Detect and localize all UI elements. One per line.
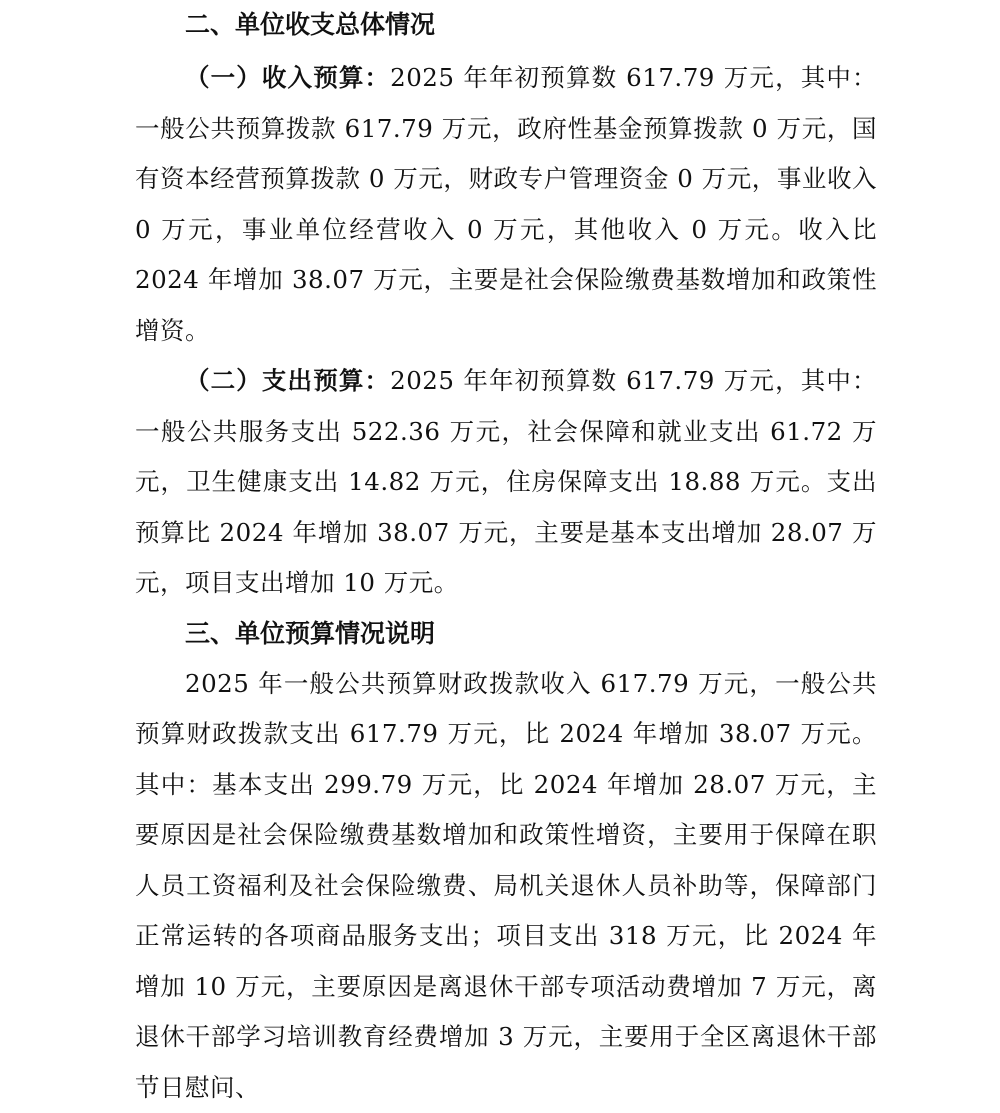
- section-heading-overall: 二、单位收支总体情况: [135, 0, 877, 50]
- expenditure-budget-paragraph: [135, 356, 877, 609]
- income-budget-text: 2025 年年初预算数 617.79 万元，其中：一般公共预算拨款 617.79 万元，政府性基金预算拨款 0 万元，国有资本经营预算拨款 0 万元，财政专户管理资金 0 万元，事业收入 0 万元，事业单位经营收入 0 万元，其他收入 0 万元。收入比 2024 年增加 38.07 万元，主要是社会保险缴费基数增加和政策性增资。: [135, 63, 877, 345]
- income-budget-label: （一）收入预算：: [185, 63, 390, 92]
- budget-explanation-paragraph: 2025 年一般公共预算财政拨款收入 617.79 万元，一般公共预算财政拨款支出 617.79 万元，比 2024 年增加 38.07 万元。其中：基本支出 299.79 万元，比 2024 年增加 28.07 万元，主要原因是社会保险缴费基数增加和政策性增资，主要用于保障在职人员工资福利及社会保险缴费、局机关退休人员补助等，保障部门正常运转的各项商品服务支出；项目支出 318 万元，比 2024 年增加 10 万元，主要原因是离退休干部专项活动费增加 7 万元，离退休干部学习培训教育经费增加 3 万元，主要用于全区离退休干部节日慰问、: [135, 659, 877, 1113]
- document-page: [135, 0, 877, 1113]
- section-heading-budget-explanation: 三、单位预算情况说明: [135, 609, 877, 659]
- expenditure-budget-label: （二）支出预算：: [185, 366, 390, 395]
- expenditure-budget-text: 2025 年年初预算数 617.79 万元，其中：一般公共服务支出 522.36 万元，社会保障和就业支出 61.72 万元，卫生健康支出 14.82 万元，住房保障支出 18.88 万元。支出预算比 2024 年增加 38.07 万元，主要是基本支出增加 28.07 万元，项目支出增加 10 万元。: [135, 366, 877, 597]
- income-budget-paragraph: [135, 53, 877, 356]
